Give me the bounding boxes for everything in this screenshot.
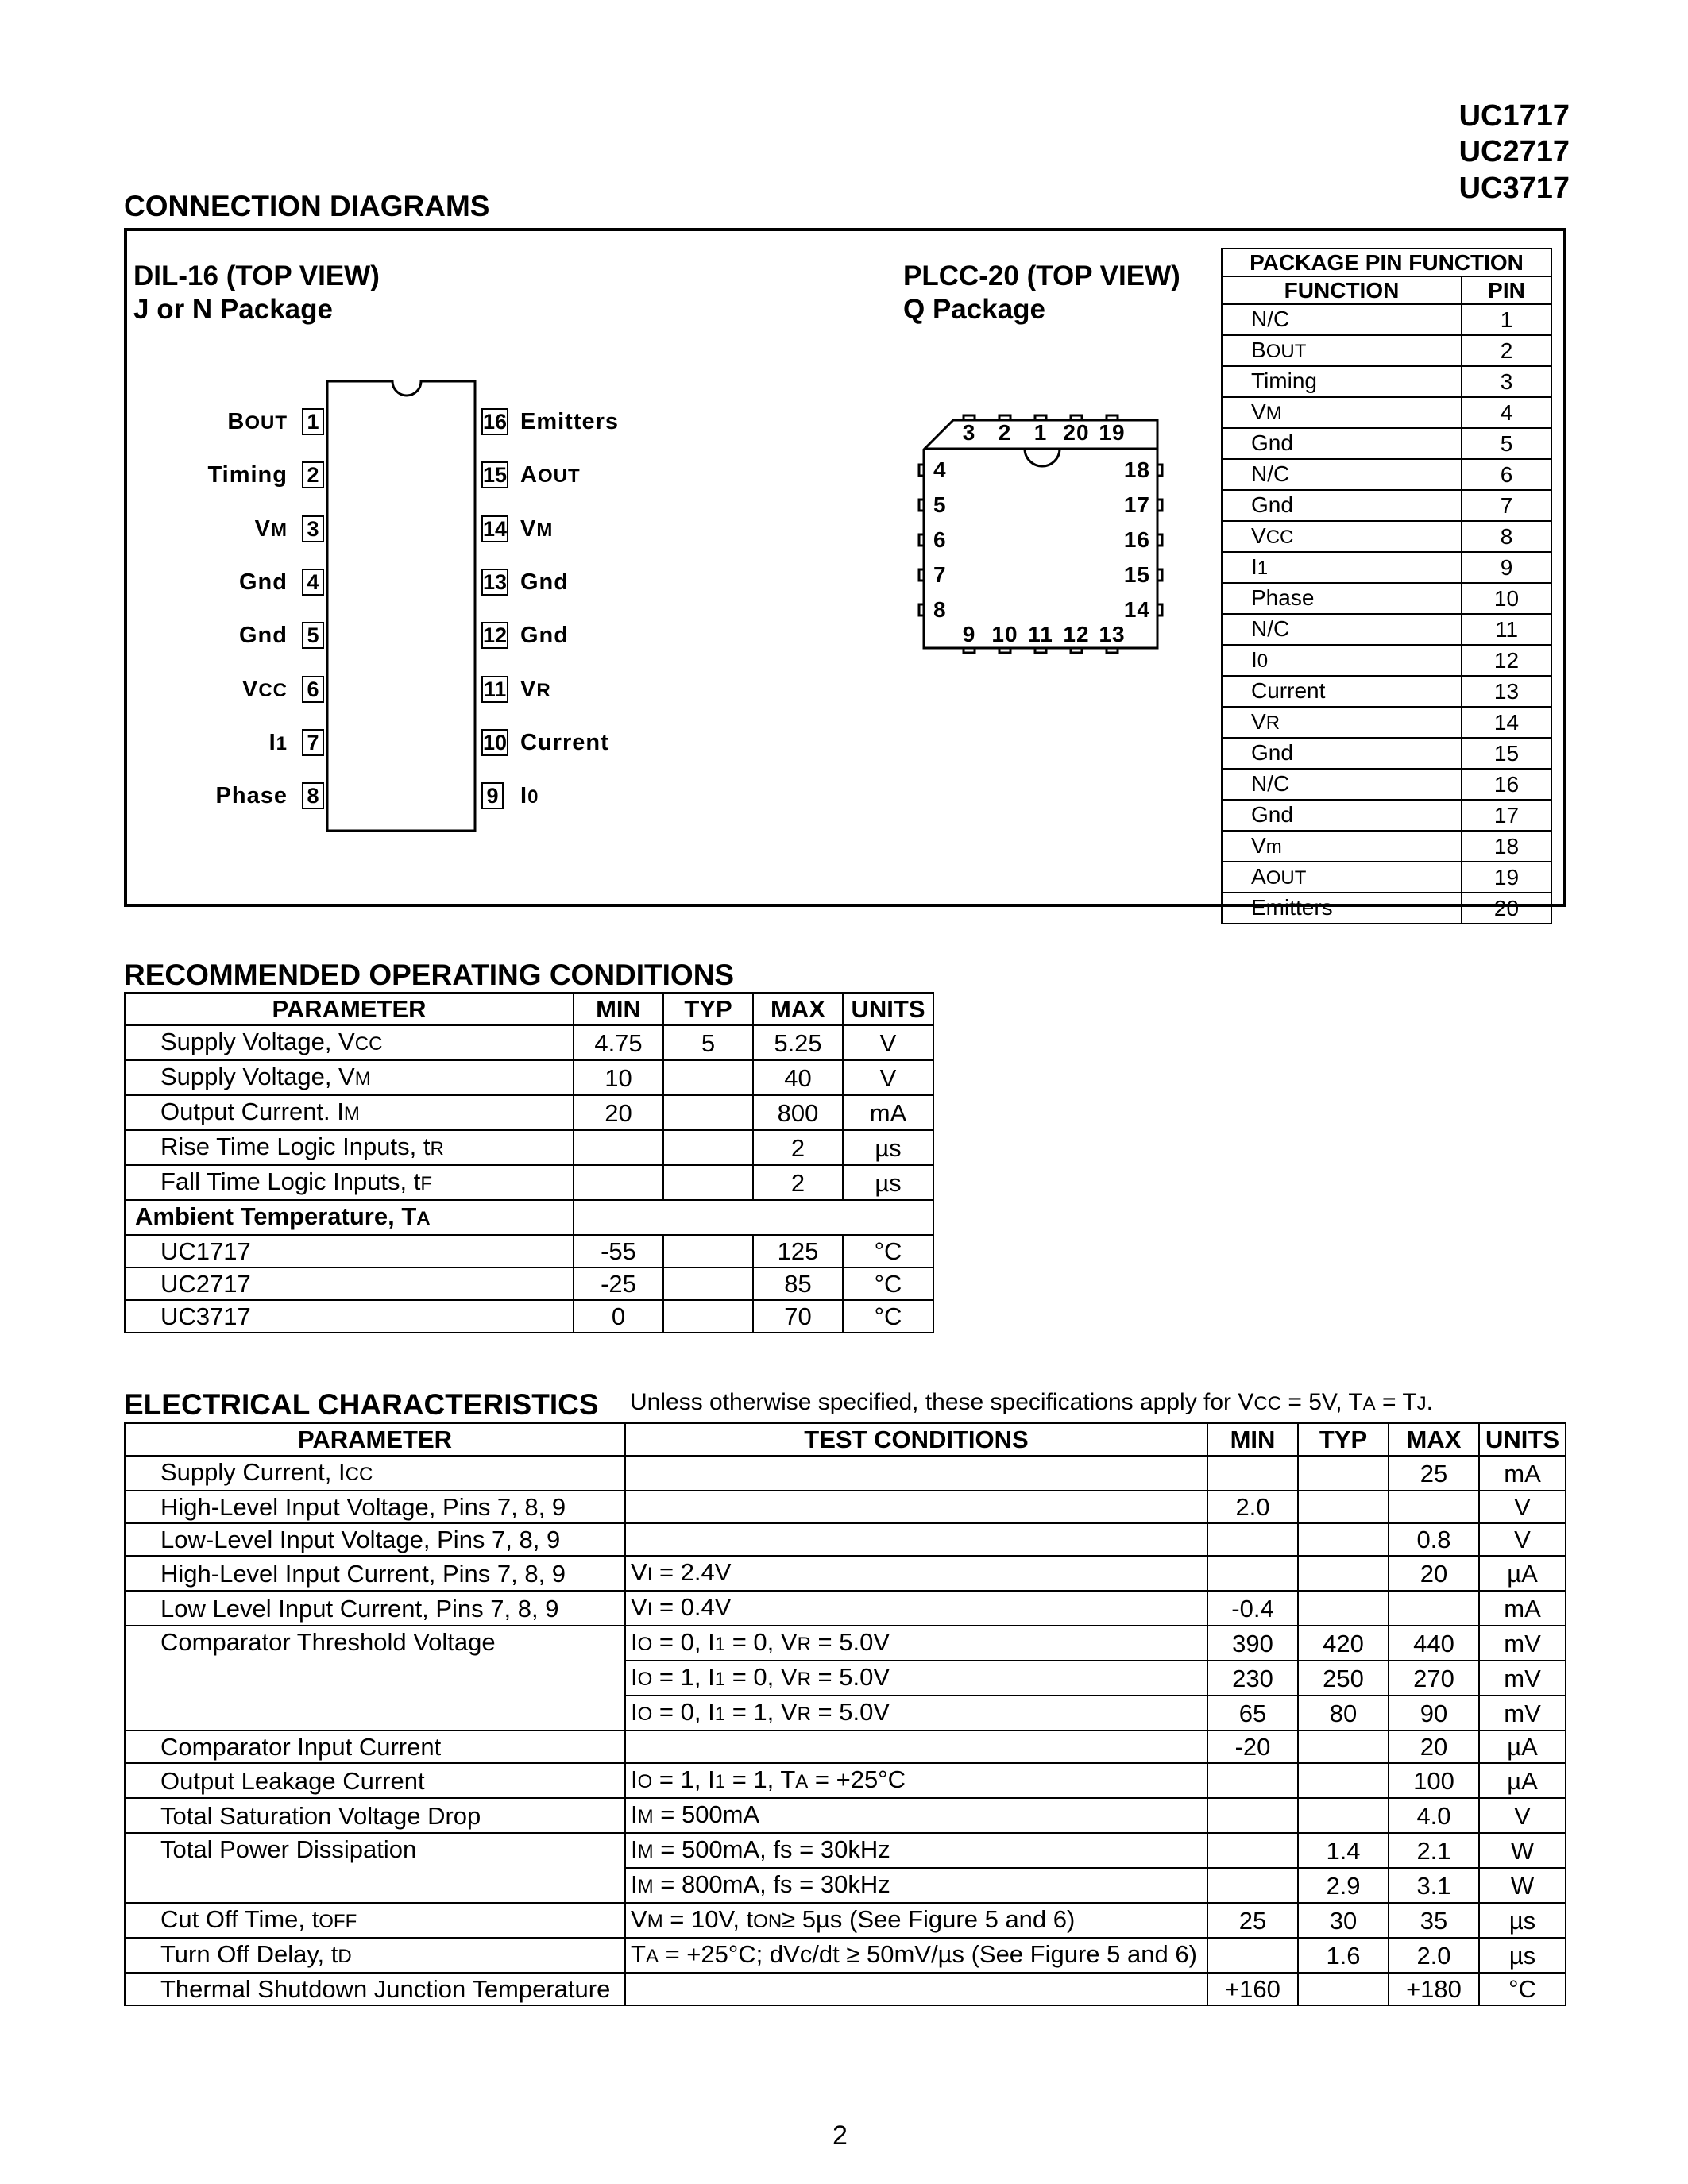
pin-label-text: V [520,515,537,542]
table-row [1222,459,1551,490]
connection-diagrams-title: CONNECTION DIAGRAMS [124,190,490,222]
rec-parameter-subscript: M [354,1068,371,1090]
rec-cell-min: 0 [574,1300,663,1333]
pin-function-text: Emitters [1251,895,1333,920]
rec-cell-min: -25 [574,1268,663,1300]
part-number-3: UC3717 [1458,172,1570,205]
pin-number: 11 [1462,614,1551,645]
dil-pin-label [520,731,609,754]
pin-function [1222,335,1462,366]
rec-cell-max: 800 [753,1095,843,1130]
ec-col-min: MIN [1207,1423,1298,1456]
dil-pin-label [207,464,288,487]
rec-cell-min: -55 [574,1235,663,1268]
dil-pin-label [520,571,569,594]
plcc-pin-number: 10 [991,622,1018,646]
rec-parameter-text: Output Current. I [160,1098,344,1125]
rec-parameter: UC1717 [125,1235,574,1268]
ec-col-conditions: TEST CONDITIONS [625,1423,1207,1456]
rec-parameter: UC2717 [125,1268,574,1300]
pin-function-text: N/C [1251,771,1290,796]
ppf-title: PACKAGE PIN FUNCTION [1222,249,1551,276]
rec-cell-max: 125 [753,1235,843,1268]
pin-function-subscript: 1 [1257,558,1269,579]
page-number: 2 [832,2120,848,2151]
pin-function [1222,490,1462,521]
table-row: Cut Off Time, tOFF VM = 10V, tON≥ 5µs (See Figure 5 and 6) 25 30 35 µs [125,1903,1566,1938]
ambient-blank [574,1200,933,1235]
ppf-col-function: FUNCTION [1222,276,1462,304]
dil-pin-number: 13 [483,569,508,594]
pin-function [1222,645,1462,676]
plcc-pin-number: 7 [933,562,947,587]
pin-number: 19 [1462,862,1551,893]
pin-function [1222,583,1462,614]
pin-function-text: N/C [1251,461,1290,486]
table-row [1222,862,1551,893]
dil-pin-number: 8 [302,782,324,809]
dil-pin-number: 4 [302,569,324,596]
rec-cell-max: 40 [753,1060,843,1095]
plcc-pin-number: 14 [1123,597,1150,622]
plcc-pin-number: 6 [933,527,947,552]
table-row [125,1095,933,1130]
ambient-text: Ambient Temperature, T [135,1202,417,1230]
table-row: Total Saturation Voltage Drop IM = 500mA 4.0 V [125,1798,1566,1833]
dil-pin-number: 16 [483,410,508,434]
rec-col-parameter: PARAMETER [125,993,574,1025]
table-row: Comparator Threshold Voltage IO = 0, I1 = 0, VR = 5.0V 390 420 440 mV [125,1626,1566,1661]
pin-function-text: Gnd [1251,430,1293,455]
pin-function-subscript: 0 [1257,650,1269,672]
table-row [1222,304,1551,335]
rec-cell-u: V [843,1060,933,1095]
dil-pin-number: 15 [483,463,508,488]
ambient-temperature-heading [125,1200,574,1235]
plcc-pin-number: 16 [1123,527,1150,552]
pin-function-text: B [1251,338,1266,362]
table-row [125,1235,933,1268]
pin-label-text: I [268,729,276,755]
dil-pin-number: 11 [481,676,508,703]
plcc-pin-number: 12 [1063,622,1090,646]
pin-function-text: Gnd [1251,740,1293,765]
rec-parameter-text: Supply Voltage, V [160,1063,355,1090]
pin-function-text: Gnd [1251,492,1293,517]
table-row: High-Level Input Current, Pins 7, 8, 9 VI = 2.4V 20 µA [125,1556,1566,1591]
pin-number: 20 [1462,893,1551,924]
pin-function-subscript: R [1265,712,1280,734]
pin-label-text: Emitters [520,409,620,434]
table-row: Thermal Shutdown Junction Temperature +160 +180 °C [125,1973,1566,2005]
plcc-pin-number: 20 [1063,420,1090,445]
rec-parameter-subscript: M [343,1103,360,1125]
dil-pin-number: 12 [483,623,508,648]
pin-number: 17 [1462,800,1551,831]
dil-pin-number: 14 [483,516,508,541]
pin-function-subscript: m [1265,836,1282,858]
pin-function [1222,459,1462,490]
rec-cell-max: 5.25 [753,1025,843,1060]
rec-parameter [125,1025,574,1060]
ambient-subscript: A [416,1208,431,1229]
plcc-pin-number: 8 [933,597,947,622]
dil-pin-label [239,624,288,647]
table-row [1222,645,1551,676]
rec-cell-u: °C [843,1235,933,1268]
table-row [1222,738,1551,769]
pin-number: 8 [1462,521,1551,552]
pin-number: 3 [1462,366,1551,397]
plcc-pin-number: 11 [1028,622,1053,646]
table-row: Output Leakage Current IO = 1, I1 = 1, TA = +25°C 100 µA [125,1763,1566,1798]
pin-function [1222,862,1462,893]
pin-function-subscript: OUT [1265,341,1307,362]
table-row [125,1300,933,1333]
pin-function [1222,769,1462,800]
table-row: Low Level Input Current, Pins 7, 8, 9 VI = 0.4V -0.4 mA [125,1591,1566,1626]
pin-number: 2 [1462,335,1551,366]
pin-label-subscript: CC [258,679,288,701]
rec-parameter [125,1130,574,1165]
pin-number: 4 [1462,397,1551,428]
plcc-pin-number: 17 [1123,492,1150,517]
table-row [1222,676,1551,707]
table-row [125,1165,933,1200]
plcc-pin-number: 1 [1033,420,1048,445]
rec-cell-u: °C [843,1268,933,1300]
plcc-pin-number: 4 [933,457,947,482]
table-row: IO = 0, I1 = 1, VR = 5.0V 65 80 90 mV [125,1696,1566,1731]
electrical-title: ELECTRICAL CHARACTERISTICS [124,1388,599,1421]
table-row [125,1130,933,1165]
rec-cell-min [574,1130,663,1165]
table-row [1222,707,1551,738]
dil-chip-body [318,380,485,834]
rec-cell-u: mA [843,1095,933,1130]
pin-function-subscript: OUT [1265,867,1307,889]
table-row [1222,769,1551,800]
package-pin-function-table [1221,248,1552,924]
pin-function [1222,800,1462,831]
plcc-pin-number: 3 [962,420,976,445]
table-row [1222,583,1551,614]
plcc-pin-number: 15 [1123,562,1150,587]
table-row [1222,366,1551,397]
pin-function-text: V [1251,833,1266,858]
pin-label-subscript: 0 [527,786,539,808]
pin-function-text: Phase [1251,585,1315,610]
rec-cell-typ [663,1300,753,1333]
rec-cell-min: 20 [574,1095,663,1130]
ec-col-units: UNITS [1479,1423,1566,1456]
rec-cell-u: µs [843,1130,933,1165]
pin-function-text: N/C [1251,616,1290,641]
pin-number: 7 [1462,490,1551,521]
rec-parameter-text: Fall Time Logic Inputs, t [160,1167,421,1195]
dil-pin-label [520,515,554,542]
table-row [1222,490,1551,521]
rec-cell-typ [663,1095,753,1130]
plcc-pin-number: 18 [1123,457,1150,482]
plcc-pin-number: 19 [1099,420,1126,445]
rec-cell-min: 10 [574,1060,663,1095]
pin-label-subscript: M [536,519,554,541]
dil-pin-number: 5 [302,622,324,649]
part-number-2: UC2717 [1458,135,1570,168]
plcc-title: PLCC-20 (TOP VIEW) Q Package [903,260,1180,325]
table-row: Low-Level Input Voltage, Pins 7, 8, 9 0.8 V [125,1523,1566,1556]
dil-pin-label [520,411,619,434]
rec-parameter: UC3717 [125,1300,574,1333]
rec-col-typ: TYP [663,993,753,1025]
rec-parameter [125,1165,574,1200]
pin-number: 10 [1462,583,1551,614]
pin-number: 9 [1462,552,1551,583]
pin-function [1222,397,1462,428]
pin-label-text: Phase [215,783,288,809]
pin-label-text: V [520,676,537,702]
part-number-1: UC1717 [1458,99,1570,133]
pin-label-text: Current [520,729,609,755]
plcc-pin-number: 13 [1099,622,1126,646]
pin-number: 1 [1462,304,1551,335]
table-row [1222,521,1551,552]
rec-cell-min: 4.75 [574,1025,663,1060]
dil-pin-number: 6 [302,676,324,703]
table-row [125,1060,933,1095]
rec-parameter-subscript: F [420,1173,433,1194]
dil-pin-label [216,785,288,808]
dil-pin-number: 7 [302,729,324,756]
pin-function-text: V [1251,709,1266,734]
dil-pin-number: 3 [302,515,324,542]
pin-function [1222,521,1462,552]
table-row: Comparator Input Current -20 20 µA [125,1731,1566,1763]
pin-label-subscript: M [271,519,288,541]
pin-function [1222,428,1462,459]
pin-function [1222,831,1462,862]
pin-number: 5 [1462,428,1551,459]
pin-function [1222,738,1462,769]
pin-function-text: Gnd [1251,802,1293,827]
pin-number: 18 [1462,831,1551,862]
table-row [125,1200,933,1235]
table-row [125,1025,933,1060]
table-row [1222,428,1551,459]
ec-col-max: MAX [1389,1423,1479,1456]
rec-cell-typ [663,1130,753,1165]
dil-pin-label [520,624,569,647]
table-row [1222,335,1551,366]
dil-title: DIL-16 (TOP VIEW) J or N Package [133,260,380,325]
pin-label-subscript: R [536,679,551,701]
pin-label-text: Gnd [520,623,569,649]
rec-cell-u: °C [843,1300,933,1333]
table-row: Supply Current, ICC 25 mA [125,1456,1566,1491]
plcc-pin-number: 5 [933,492,947,517]
rec-col-units: UNITS [843,993,933,1025]
pin-function [1222,893,1462,924]
pin-label-text: Gnd [239,569,288,595]
table-row: Total Power Dissipation IM = 500mA, fs = 30kHz 1.4 2.1 W [125,1833,1566,1868]
ec-col-typ: TYP [1298,1423,1389,1456]
pin-label-text: Timing [207,462,288,488]
pin-function-text: Timing [1251,369,1317,393]
dil-pin-number: 2 [302,461,324,488]
table-row [1222,800,1551,831]
table-row [1222,893,1551,924]
pin-function-text: Current [1251,678,1326,703]
pin-label-text: A [520,462,538,488]
pin-label-text: B [227,409,245,434]
pin-number: 14 [1462,707,1551,738]
pin-label-subscript: 1 [276,732,288,754]
rec-col-min: MIN [574,993,663,1025]
table-row: IO = 1, I1 = 0, VR = 5.0V 230 250 270 mV [125,1661,1566,1696]
rec-cell-typ [663,1165,753,1200]
table-row [1222,397,1551,428]
plcc-pin-number: 2 [998,420,1012,445]
rec-cell-typ [663,1268,753,1300]
rec-cell-typ [663,1060,753,1095]
pin-function-text: A [1251,864,1266,889]
table-row: High-Level Input Voltage, Pins 7, 8, 9 2.0 V [125,1491,1566,1523]
table-row: Turn Off Delay, tD TA = +25°C; dVc/dt ≥ 50mV/µs (See Figure 5 and 6) 1.6 2.0 µs [125,1938,1566,1973]
pin-function [1222,304,1462,335]
rec-cell-min [574,1165,663,1200]
pin-label-subscript: OUT [537,465,581,488]
rec-cell-u: V [843,1025,933,1060]
rec-cell-typ [663,1235,753,1268]
rec-parameter [125,1060,574,1095]
ppf-col-pin: PIN [1462,276,1551,304]
rec-col-max: MAX [753,993,843,1025]
recommended-operating-table [124,992,934,1333]
rec-cell-typ: 5 [663,1025,753,1060]
pin-function [1222,366,1462,397]
dil-pin-label [520,678,551,701]
dil-pin-label [254,515,288,542]
dil-pin-label [227,411,288,434]
pin-function-text: N/C [1251,307,1290,331]
rec-parameter-text: Supply Voltage, V [160,1028,355,1055]
pin-function-text: I [1251,554,1257,579]
recommended-title: RECOMMENDED OPERATING CONDITIONS [124,959,735,991]
electrical-characteristics-table [124,1422,1566,2006]
pin-label-text: V [241,676,259,702]
pin-function-subscript: M [1265,403,1282,424]
dil-pin-label [239,571,288,594]
pin-function [1222,676,1462,707]
electrical-note: Unless otherwise specified, these specifications apply for VCC = 5V, TA = TJ. [630,1389,1433,1415]
dil-pin-number: 9 [481,782,504,809]
table-row [125,1268,933,1300]
rec-cell-u: µs [843,1165,933,1200]
dil-pin-label [520,785,539,808]
dil-pin-label [242,678,288,701]
pin-label-subscript: OUT [245,412,288,434]
pin-function [1222,552,1462,583]
dil-pin-number: 1 [302,408,324,435]
pin-function-text: V [1251,399,1266,424]
pin-function-text: I [1251,647,1257,672]
pin-number: 12 [1462,645,1551,676]
plcc-pin-number: 9 [962,622,976,646]
table-row: IM = 800mA, fs = 30kHz 2.9 3.1 W [125,1868,1566,1903]
dil-pin-number: 10 [483,730,508,754]
table-row [1222,614,1551,645]
rec-cell-max: 70 [753,1300,843,1333]
pin-function [1222,614,1462,645]
rec-parameter-text: Rise Time Logic Inputs, t [160,1133,431,1160]
rec-parameter-subscript: R [430,1138,444,1160]
dil-pin-label [269,731,288,754]
pin-function-subscript: CC [1265,527,1294,548]
rec-cell-max: 2 [753,1165,843,1200]
pin-number: 13 [1462,676,1551,707]
pin-number: 16 [1462,769,1551,800]
pin-function-text: V [1251,523,1266,548]
pin-label-text: Gnd [520,569,569,595]
pin-label-text: Gnd [239,623,288,649]
rec-parameter-subscript: CC [354,1033,383,1055]
pin-label-text: I [520,783,528,809]
pin-label-text: V [254,515,271,542]
rec-parameter [125,1095,574,1130]
table-row [1222,831,1551,862]
dil-pin-label [520,464,581,487]
ec-col-parameter: PARAMETER [125,1423,625,1456]
pin-number: 15 [1462,738,1551,769]
rec-cell-max: 2 [753,1130,843,1165]
pin-number: 6 [1462,459,1551,490]
rec-cell-max: 85 [753,1268,843,1300]
pin-function [1222,707,1462,738]
table-row [1222,552,1551,583]
